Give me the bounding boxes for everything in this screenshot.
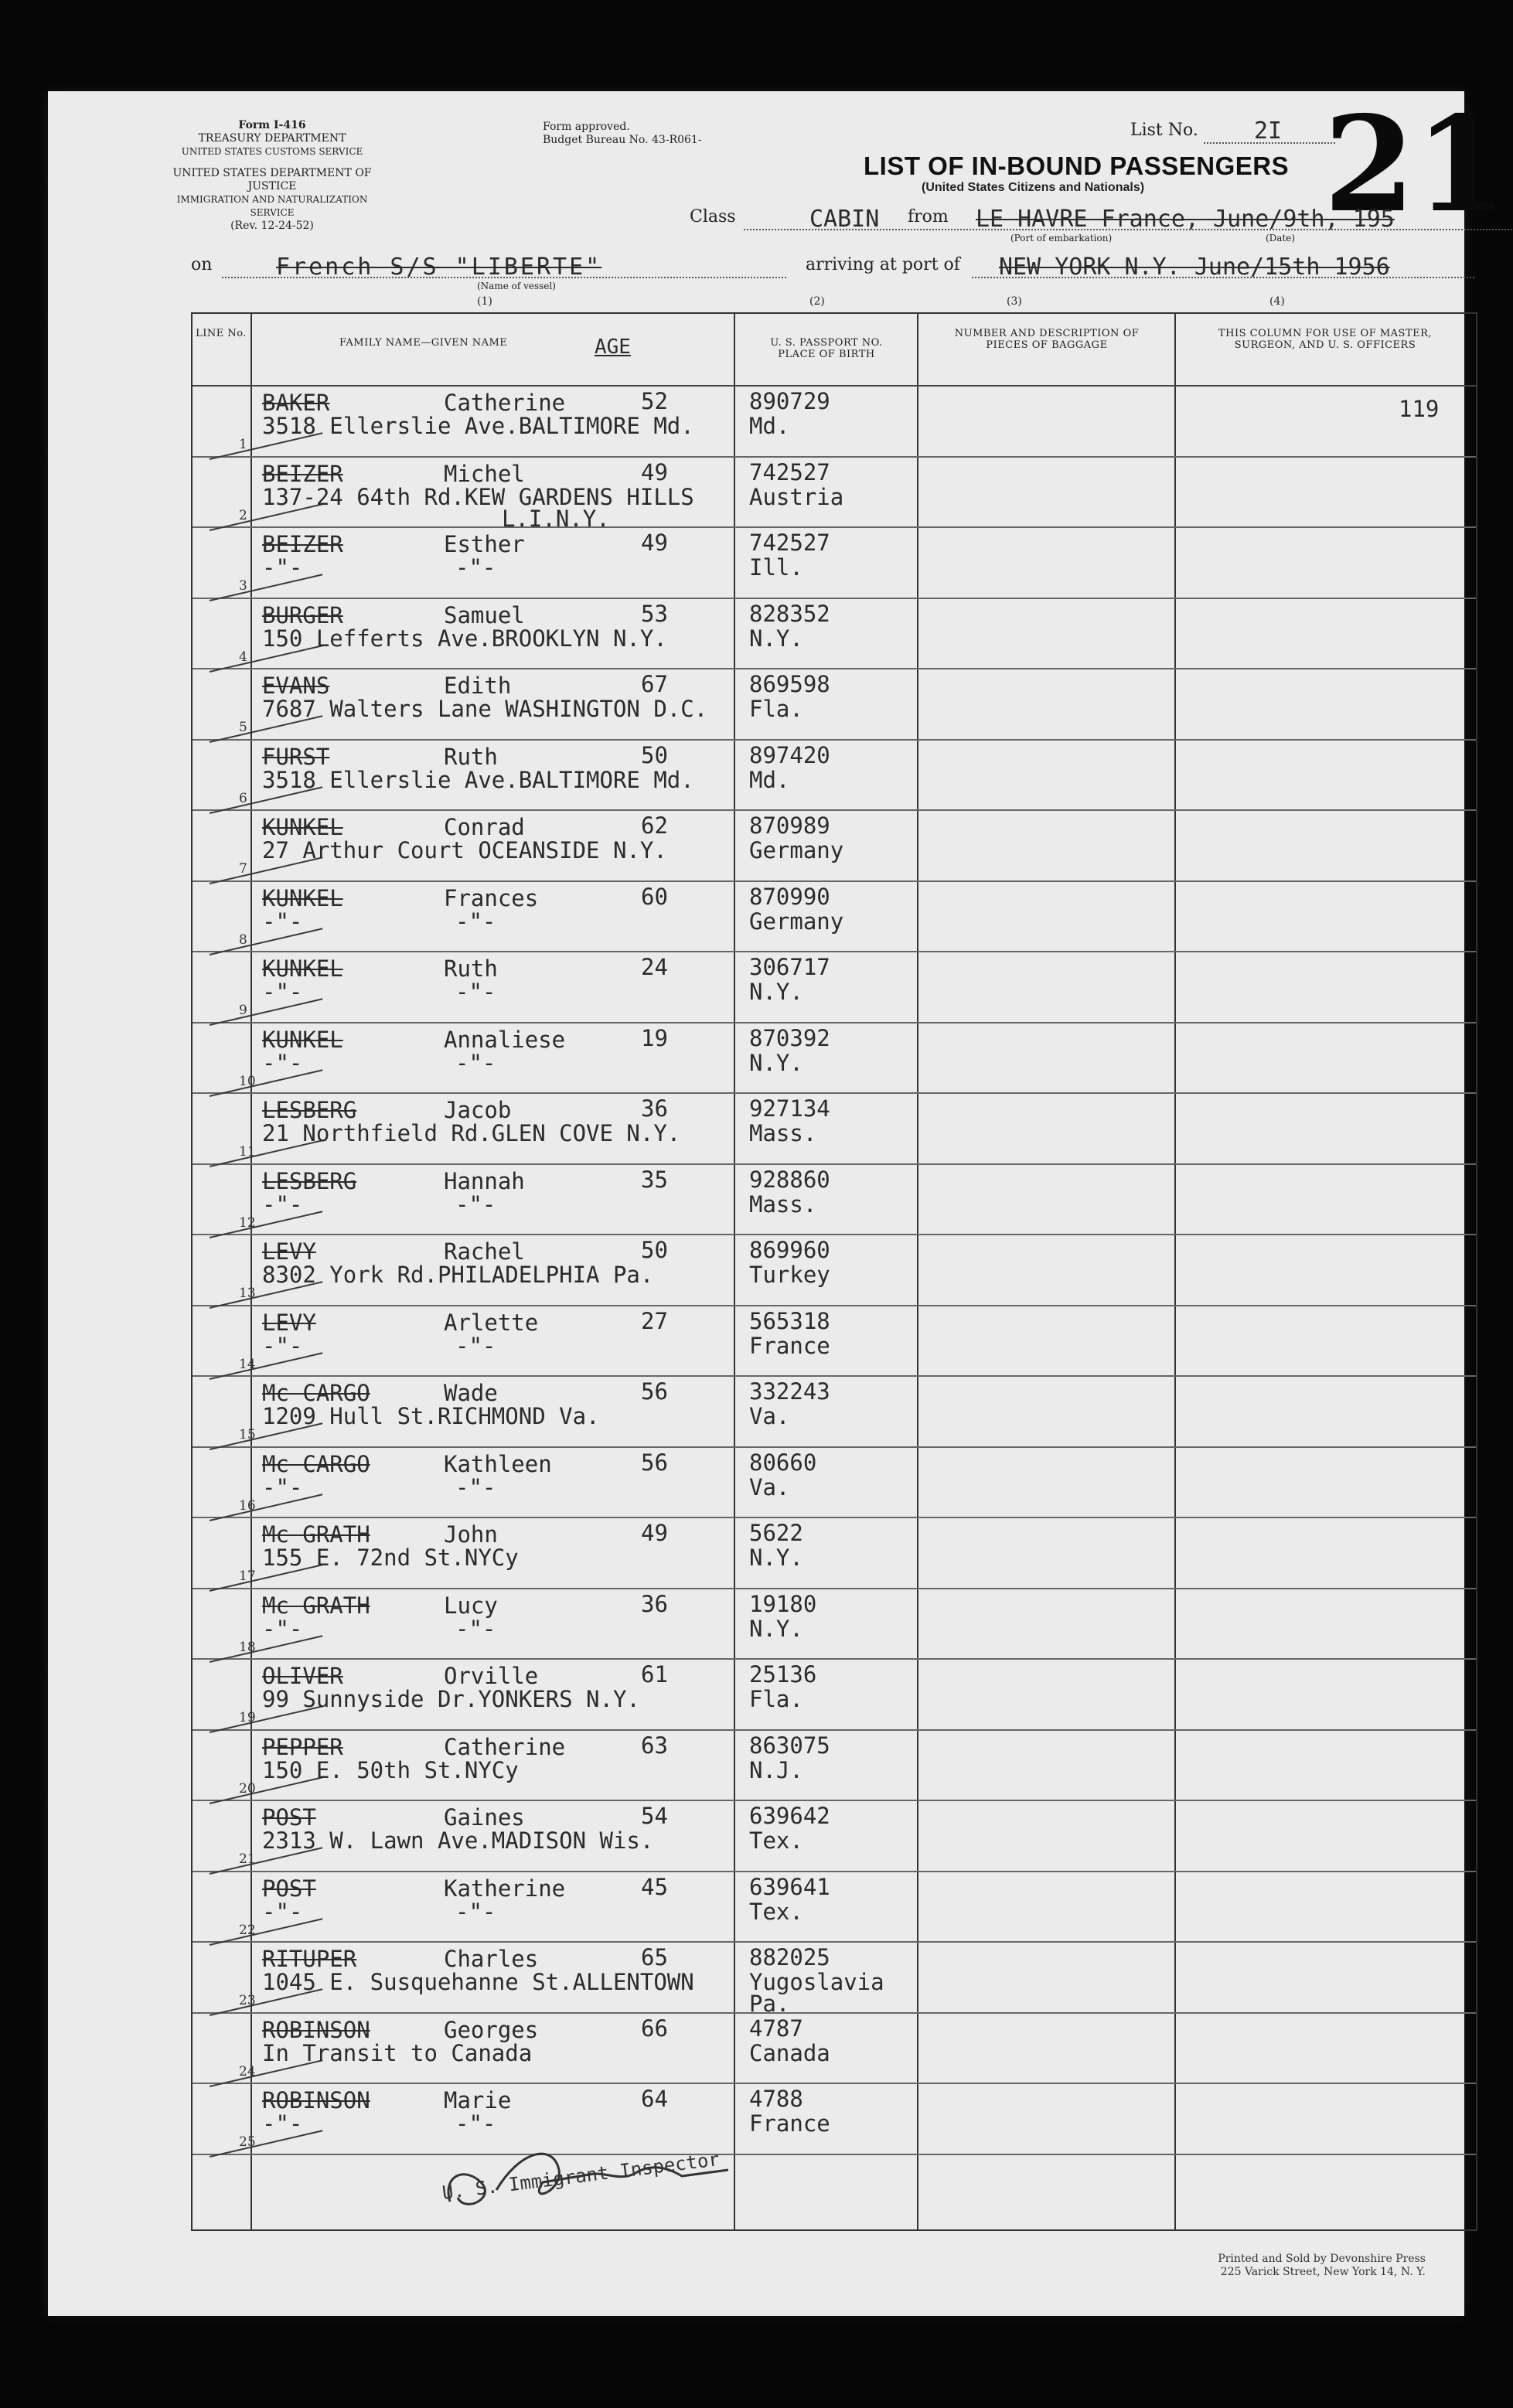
address: 137-24 64th Rd.KEW GARDENS HILLS xyxy=(262,483,694,510)
table-row xyxy=(193,1163,1476,1234)
address: 3518 Ellerslie Ave.BALTIMORE Md. xyxy=(262,413,694,439)
line-number: 12 xyxy=(239,1214,256,1231)
age: 54 xyxy=(641,1803,668,1829)
age: 65 xyxy=(641,1944,668,1970)
big-list-number: 21 xyxy=(1324,87,1507,242)
age: 64 xyxy=(641,2086,668,2112)
place-of-birth: Fla. xyxy=(749,696,803,722)
address: -"- xyxy=(262,1898,303,1925)
budget-bureau: Budget Bureau No. 43-R061- xyxy=(543,134,702,146)
given-name: John xyxy=(444,1521,498,1548)
given-name: Georges xyxy=(444,2016,539,2043)
line-number: 5 xyxy=(239,720,247,735)
family-name: KUNKEL xyxy=(262,1026,343,1053)
given-name: Charles xyxy=(444,1946,539,1972)
passport-number: 4788 xyxy=(749,2086,803,2112)
line-number: 6 xyxy=(239,790,247,806)
list-number-value: 2I xyxy=(1254,118,1283,145)
passport-number: 742527 xyxy=(749,458,830,485)
given-name: Annaliese xyxy=(444,1026,566,1053)
line-number: 9 xyxy=(239,1003,247,1018)
table-row xyxy=(193,1234,1476,1304)
age: 62 xyxy=(641,812,668,839)
table-row xyxy=(193,2012,1476,2083)
address: 21 Northfield Rd.GLEN COVE N.Y. xyxy=(262,1120,681,1146)
address: -"- xyxy=(262,2110,303,2137)
age: 19 xyxy=(641,1024,668,1051)
place-of-birth: France xyxy=(749,2110,830,2137)
given-name: Frances xyxy=(444,884,539,911)
port-embarkation-label: (Port of embarkation) xyxy=(1010,233,1113,244)
table-row xyxy=(193,1517,1476,1587)
table-row xyxy=(193,1305,1476,1375)
col-header-officers: THIS COLUMN FOR USE OF MASTER, SURGEON, AND U. S. OFFICERS xyxy=(1218,328,1433,351)
col-mark-4: (4) xyxy=(1269,295,1285,308)
line-number: 23 xyxy=(239,1993,256,2008)
page-title: LIST OF IN-BOUND PASSENGERS xyxy=(864,152,1290,180)
age: 49 xyxy=(641,530,668,556)
col-header-age: AGE xyxy=(595,335,631,359)
vessel-label: (Name of vessel) xyxy=(477,281,556,291)
passport-number: 869960 xyxy=(749,1237,830,1263)
address: -"- xyxy=(262,979,303,1005)
from-label: from xyxy=(908,207,949,226)
given-name-ditto: -"- xyxy=(455,1049,496,1076)
family-name: Mc GRATH xyxy=(262,1592,370,1619)
table-row xyxy=(193,1022,1476,1092)
given-name: Kathleen xyxy=(444,1450,552,1477)
age: 45 xyxy=(641,1873,668,1900)
age: 60 xyxy=(641,883,668,910)
given-name: Rachel xyxy=(444,1238,525,1265)
address: 99 Sunnyside Dr.YONKERS N.Y. xyxy=(262,1686,640,1712)
line-number: 10 xyxy=(239,1073,256,1089)
passport-number: 639641 xyxy=(749,1873,830,1900)
given-name: Marie xyxy=(444,2087,512,2113)
line-number: 21 xyxy=(239,1851,256,1867)
given-name-ditto: -"- xyxy=(455,1190,496,1218)
col-mark-2: (2) xyxy=(809,295,825,308)
passport-number: 870392 xyxy=(749,1024,830,1051)
age: 63 xyxy=(641,1732,668,1759)
line-number: 15 xyxy=(239,1427,256,1442)
form-number: Form I-416 xyxy=(238,119,306,131)
given-name: Wade xyxy=(444,1380,498,1406)
address: 150 Lefferts Ave.BROOKLYN N.Y. xyxy=(262,625,667,652)
address: 1045 E. Susquehanne St.ALLENTOWN xyxy=(262,1969,694,1995)
date-label: (Date) xyxy=(1266,233,1296,244)
given-name-ditto: -"- xyxy=(455,908,496,935)
family-name: BAKER xyxy=(262,390,330,416)
address: 7687 Walters Lane WASHINGTON D.C. xyxy=(262,696,708,722)
place-of-birth: N.Y. xyxy=(749,625,803,652)
family-name: PEPPER xyxy=(262,1733,343,1760)
passport-number: 332243 xyxy=(749,1378,830,1405)
table-row xyxy=(193,385,1476,455)
col-header-line-no: LINE No. xyxy=(196,328,247,339)
line-number: 19 xyxy=(239,1710,256,1725)
given-name: Gaines xyxy=(444,1804,525,1831)
address: 2313 W. Lawn Ave.MADISON Wis. xyxy=(262,1827,654,1854)
line-number: 4 xyxy=(239,649,247,665)
table-row xyxy=(193,598,1476,668)
address: -"- xyxy=(262,554,303,581)
given-name: Michel xyxy=(444,460,525,487)
age: 27 xyxy=(641,1307,668,1334)
table-row xyxy=(193,880,1476,951)
given-name: Lucy xyxy=(444,1592,498,1619)
given-name: Esther xyxy=(444,531,525,557)
printer-line-1: Printed and Sold by Devonshire Press xyxy=(1218,2253,1426,2265)
dept-justice: UNITED STATES DEPARTMENT OF JUSTICE xyxy=(172,167,372,192)
passport-number: 742527 xyxy=(749,530,830,556)
line-number: 11 xyxy=(239,1144,256,1160)
age: 36 xyxy=(641,1095,668,1122)
address: -"- xyxy=(262,1473,303,1500)
place-of-birth: Tex. xyxy=(749,1827,803,1854)
given-name: Ruth xyxy=(444,955,498,982)
address-continued: Pa. xyxy=(749,1991,790,2017)
place-of-birth: France xyxy=(749,1332,830,1359)
age: 67 xyxy=(641,671,668,697)
given-name: Catherine xyxy=(444,390,566,416)
family-name: FURST xyxy=(262,743,330,770)
given-name: Orville xyxy=(444,1663,539,1689)
place-of-birth: Yugoslavia xyxy=(749,1969,884,1995)
given-name: Hannah xyxy=(444,1167,525,1194)
family-name: KUNKEL xyxy=(262,884,343,911)
line-number: 24 xyxy=(239,2063,256,2079)
form-header-left xyxy=(164,119,380,158)
line-number: 8 xyxy=(239,932,247,948)
passport-number: 639642 xyxy=(749,1803,830,1829)
place-of-birth: Canada xyxy=(749,2039,830,2066)
address: 8302 York Rd.PHILADELPHIA Pa. xyxy=(262,1262,654,1288)
address: -"- xyxy=(262,1615,303,1642)
place-of-birth: Mass. xyxy=(749,1120,817,1146)
passenger-table xyxy=(191,312,1477,2231)
given-name-ditto: -"- xyxy=(455,554,496,581)
address: 3518 Ellerslie Ave.BALTIMORE Md. xyxy=(262,766,694,793)
age: 50 xyxy=(641,1237,668,1263)
passport-number: 897420 xyxy=(749,741,830,768)
age: 49 xyxy=(641,458,668,485)
given-name-ditto: -"- xyxy=(455,2110,496,2137)
passport-number: 870990 xyxy=(749,883,830,910)
family-name: ROBINSON xyxy=(262,2087,370,2113)
table-row xyxy=(193,1375,1476,1446)
passport-number: 928860 xyxy=(749,1166,830,1193)
family-name: Mc GRATH xyxy=(262,1521,370,1548)
place-of-birth: N.Y. xyxy=(749,1615,803,1642)
passport-number: 828352 xyxy=(749,600,830,627)
age: 56 xyxy=(641,1449,668,1476)
table-row xyxy=(193,1446,1476,1517)
table-row xyxy=(193,1658,1476,1729)
age: 61 xyxy=(641,1661,668,1688)
form-header-left-2 xyxy=(164,167,380,233)
col-mark-3: (3) xyxy=(1007,295,1022,308)
given-name-ditto: -"- xyxy=(455,1615,496,1642)
printer-footer xyxy=(1218,2253,1426,2279)
address: -"- xyxy=(262,1049,303,1076)
passport-number: 80660 xyxy=(749,1449,817,1476)
table-row xyxy=(193,1588,1476,1658)
given-name: Arlette xyxy=(444,1309,539,1336)
given-name-ditto: -"- xyxy=(455,1898,496,1925)
table-row xyxy=(193,1871,1476,1941)
passport-number: 927134 xyxy=(749,1095,830,1122)
approved-label: Form approved. xyxy=(543,121,630,133)
passport-number: 19180 xyxy=(749,1590,817,1617)
on-label: on xyxy=(191,255,213,274)
line-number: 22 xyxy=(239,1922,256,1938)
place-of-birth: N.J. xyxy=(749,1756,803,1783)
place-of-birth: Va. xyxy=(749,1403,790,1429)
place-of-birth: Va. xyxy=(749,1473,790,1500)
class-label: Class xyxy=(690,207,736,226)
age: 49 xyxy=(641,1520,668,1546)
line-number: 18 xyxy=(239,1639,256,1655)
address: 27 Arthur Court OCEANSIDE N.Y. xyxy=(262,837,667,863)
inspector-title: U. S. Immigrant Inspector xyxy=(441,2148,721,2204)
place-of-birth: Tex. xyxy=(749,1898,803,1925)
family-name: OLIVER xyxy=(262,1663,343,1689)
line-number: 14 xyxy=(239,1356,256,1372)
given-name-ditto: -"- xyxy=(455,1332,496,1359)
line-number: 20 xyxy=(239,1780,256,1797)
family-name: BEIZER xyxy=(262,531,343,557)
given-name: Ruth xyxy=(444,743,498,770)
table-row xyxy=(193,1941,1476,2017)
age: 53 xyxy=(641,600,668,627)
table-row xyxy=(193,809,1476,880)
family-name: Mc CARGO xyxy=(262,1450,370,1477)
address: -"- xyxy=(262,1332,303,1359)
family-name: LEVY xyxy=(262,1238,316,1265)
place-of-birth: Mass. xyxy=(749,1190,817,1218)
age: 36 xyxy=(641,1590,668,1617)
given-name: Catherine xyxy=(444,1733,566,1760)
family-name: LESBERG xyxy=(262,1167,357,1194)
address-continued: L.I.N.Y. xyxy=(502,505,610,532)
line-number: 7 xyxy=(239,861,247,877)
given-name: Katherine xyxy=(444,1875,566,1902)
printer-line-2: 225 Varick Street, New York 14, N. Y. xyxy=(1220,2266,1426,2278)
col-header-name: FAMILY NAME—GIVEN NAME xyxy=(339,337,508,349)
family-name: POST xyxy=(262,1875,316,1902)
passport-number: 565318 xyxy=(749,1307,830,1334)
age: 56 xyxy=(641,1378,668,1405)
passport-number: 882025 xyxy=(749,1944,830,1970)
arriving-label: arriving at port of xyxy=(806,255,960,274)
page-subtitle: (United States Citizens and Nationals) xyxy=(922,181,1145,194)
family-name: BEIZER xyxy=(262,460,343,487)
place-of-birth: Turkey xyxy=(749,1262,830,1288)
age: 24 xyxy=(641,954,668,980)
given-name: Samuel xyxy=(444,601,525,628)
col-header-baggage: NUMBER AND DESCRIPTION OF PIECES OF BAGGAGE xyxy=(954,328,1140,351)
given-name-ditto: -"- xyxy=(455,1473,496,1500)
place-of-birth: Ill. xyxy=(749,554,803,581)
address: 155 E. 72nd St.NYCy xyxy=(262,1545,519,1571)
place-of-birth: Md. xyxy=(749,413,790,439)
passport-number: 869598 xyxy=(749,671,830,697)
given-name-ditto: -"- xyxy=(455,979,496,1005)
form-revision: (Rev. 12-24-52) xyxy=(230,220,314,232)
table-row xyxy=(193,739,1476,809)
line-number: 13 xyxy=(239,1286,256,1301)
given-name: Conrad xyxy=(444,814,525,840)
table-row xyxy=(193,456,1476,532)
officer-note: 119 xyxy=(1399,396,1440,422)
address: In Transit to Canada xyxy=(262,2039,533,2066)
place-of-birth: Austria xyxy=(749,483,844,510)
place-of-birth: Fla. xyxy=(749,1686,803,1712)
table-row xyxy=(193,668,1476,738)
passport-number: 25136 xyxy=(749,1661,817,1688)
place-of-birth: N.Y. xyxy=(749,1049,803,1076)
place-of-birth: Germany xyxy=(749,908,844,935)
place-of-birth: Germany xyxy=(749,837,844,863)
age: 50 xyxy=(641,741,668,768)
family-name: LEVY xyxy=(262,1309,316,1336)
arrival-value: NEW YORK N.Y. June/15th 1956 xyxy=(999,254,1390,281)
address: -"- xyxy=(262,1190,303,1218)
passport-number: 890729 xyxy=(749,388,830,414)
address: 150 E. 50th St.NYCy xyxy=(262,1756,519,1783)
family-name: Mc CARGO xyxy=(262,1380,370,1406)
vessel-value: French S/S "LIBERTE" xyxy=(276,254,602,281)
form-approval xyxy=(543,121,702,147)
manifest-sheet xyxy=(48,87,1507,2316)
table-row xyxy=(193,526,1476,597)
family-name: EVANS xyxy=(262,673,330,699)
age: 52 xyxy=(641,388,668,414)
dept-ins: IMMIGRATION AND NATURALIZATION SERVICE xyxy=(176,194,368,218)
place-of-birth: N.Y. xyxy=(749,979,803,1005)
passport-number: 5622 xyxy=(749,1520,803,1546)
passport-number: 306717 xyxy=(749,954,830,980)
dept-customs: UNITED STATES CUSTOMS SERVICE xyxy=(181,146,363,157)
address: -"- xyxy=(262,908,303,935)
table-row xyxy=(193,951,1476,1021)
given-name: Edith xyxy=(444,673,512,699)
line-number: 1 xyxy=(239,437,247,452)
line-number: 25 xyxy=(239,2134,256,2150)
passport-number: 863075 xyxy=(749,1732,830,1759)
family-name: KUNKEL xyxy=(262,955,343,982)
from-value: LE HAVRE France, June/9th, 195 xyxy=(976,206,1395,233)
age: 66 xyxy=(641,2015,668,2042)
family-name: KUNKEL xyxy=(262,814,343,840)
line-number: 17 xyxy=(239,1568,256,1584)
age: 35 xyxy=(641,1166,668,1193)
passport-number: 870989 xyxy=(749,812,830,839)
family-name: ROBINSON xyxy=(262,2016,370,2043)
passport-number: 4787 xyxy=(749,2015,803,2042)
list-number-label: List No. xyxy=(1130,121,1198,140)
place-of-birth: Md. xyxy=(749,766,790,793)
line-number: 2 xyxy=(239,507,247,523)
family-name: BURGER xyxy=(262,601,343,628)
dept-treasury: TREASURY DEPARTMENT xyxy=(198,132,346,145)
address: 1209 Hull St.RICHMOND Va. xyxy=(262,1403,600,1429)
family-name: POST xyxy=(262,1804,316,1831)
family-name: RITUPER xyxy=(262,1946,357,1972)
place-of-birth: N.Y. xyxy=(749,1545,803,1571)
class-value: CABIN xyxy=(809,206,880,233)
table-row xyxy=(193,1092,1476,1163)
line-number: 16 xyxy=(239,1497,256,1514)
given-name: Jacob xyxy=(444,1097,512,1123)
col-mark-1: (1) xyxy=(477,295,492,308)
table-row xyxy=(193,1729,1476,1800)
line-number: 3 xyxy=(239,578,247,594)
family-name: LESBERG xyxy=(262,1097,357,1123)
table-row xyxy=(193,1800,1476,1870)
col-header-passport: U. S. PASSPORT NO. PLACE OF BIRTH xyxy=(770,337,883,360)
